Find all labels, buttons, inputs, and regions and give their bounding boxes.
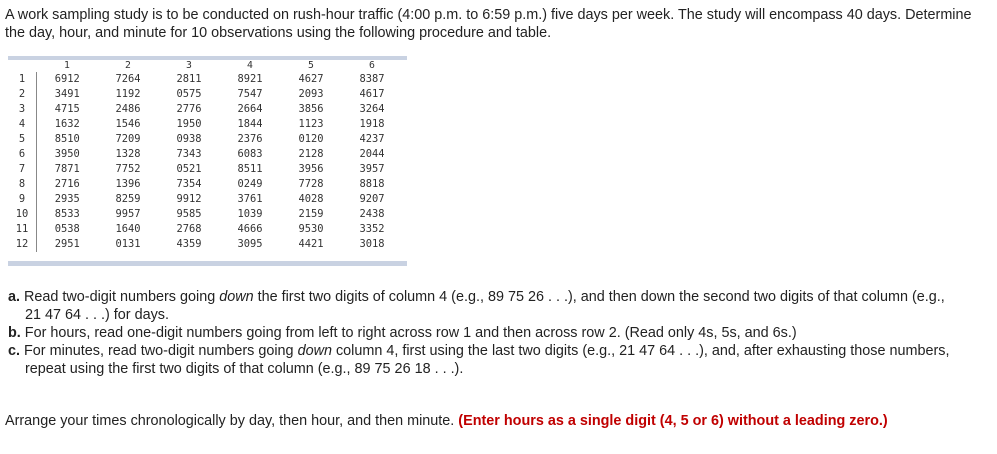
table-row <box>8 177 403 192</box>
question-c: c. For minutes, read two-digit numbers going down column 4, first using the last two digits (e.g., 21 47 64 . . .), and, after exhausting those numbers, repeat using the first two digits of that column (e.g., 89 75 26 18 . . .). <box>8 343 950 377</box>
row-index: 7 <box>8 162 37 177</box>
table-cell: 9207 <box>359 193 385 205</box>
question-label: b. <box>8 325 21 341</box>
table-header-row <box>8 60 403 72</box>
table-cell: 1950 <box>176 118 202 130</box>
table-cell: 4028 <box>298 193 324 205</box>
table-cell: 0249 <box>237 178 263 190</box>
table-cell: 7209 <box>115 133 141 145</box>
table-cell: 2128 <box>298 148 324 160</box>
table-cell: 1546 <box>115 118 141 130</box>
table-cell: 7343 <box>176 148 202 160</box>
table-row <box>8 222 403 237</box>
row-index-header <box>8 60 37 72</box>
row-index: 5 <box>8 132 37 147</box>
table-cell: 8818 <box>359 178 385 190</box>
table-cell: 3761 <box>237 193 263 205</box>
table-cell: 0538 <box>54 223 80 235</box>
row-index: 8 <box>8 177 37 192</box>
table-cell: 4715 <box>54 103 80 115</box>
table-cell: 3264 <box>359 103 385 115</box>
question-a: a. Read two-digit numbers going down the first two digits of column 4 (e.g., 89 75 26 . . .), and then down the second two digits of that column (e.g., 21 47 64 . . .) for days. <box>8 289 945 323</box>
table-cell: 2768 <box>176 223 202 235</box>
table-cell: 8259 <box>115 193 141 205</box>
column-header: 2 <box>125 60 131 71</box>
table-cell: 3018 <box>359 238 385 250</box>
table-cell: 8510 <box>54 133 80 145</box>
table-row <box>8 237 403 252</box>
column-header: 4 <box>247 60 253 71</box>
table-cell: 9912 <box>176 193 202 205</box>
table-cell: 8921 <box>237 73 263 85</box>
table-cell: 3352 <box>359 223 385 235</box>
table-row <box>8 102 403 117</box>
table-cell: 7871 <box>54 163 80 175</box>
table-cell: 4627 <box>298 73 324 85</box>
table-cell: 2486 <box>115 103 141 115</box>
table-cell: 0575 <box>176 88 202 100</box>
table-row <box>8 72 403 87</box>
table-cell: 4421 <box>298 238 324 250</box>
table-row <box>8 117 403 132</box>
row-index: 10 <box>8 207 37 222</box>
table-cell: 2716 <box>54 178 80 190</box>
random-number-table <box>8 56 407 267</box>
table-cell: 0521 <box>176 163 202 175</box>
table-cell: 2935 <box>54 193 80 205</box>
table-cell: 1039 <box>237 208 263 220</box>
table-cell: 1844 <box>237 118 263 130</box>
row-index: 11 <box>8 222 37 237</box>
table-row <box>8 147 403 162</box>
table-cell: 0131 <box>115 238 141 250</box>
table-cell: 8387 <box>359 73 385 85</box>
table-cell: 1632 <box>54 118 80 130</box>
row-index: 12 <box>8 237 37 252</box>
table-cell: 3957 <box>359 163 385 175</box>
table-cell: 2776 <box>176 103 202 115</box>
table-cell: 3491 <box>54 88 80 100</box>
table-cell: 9957 <box>115 208 141 220</box>
table-row <box>8 162 403 177</box>
table-cell: 2093 <box>298 88 324 100</box>
problem-intro: A work sampling study is to be conducted on rush-hour traffic (4:00 p.m. to 6:59 p.m.) five days per week. The study will encompass 40 days. Determine the day, hour, and minute for 10 observations using the following procedure and table. <box>5 7 972 41</box>
question-label: a. <box>8 289 21 305</box>
table-cell: 6083 <box>237 148 263 160</box>
row-index: 4 <box>8 117 37 132</box>
table-cell: 0938 <box>176 133 202 145</box>
column-header: 6 <box>369 60 375 71</box>
table-cell: 4666 <box>237 223 263 235</box>
table-cell: 9585 <box>176 208 202 220</box>
table-cell: 7728 <box>298 178 324 190</box>
table-row <box>8 132 403 147</box>
table-cell: 1192 <box>115 88 141 100</box>
table-cell: 3095 <box>237 238 263 250</box>
table-cell: 4359 <box>176 238 202 250</box>
table-cell: 2159 <box>298 208 324 220</box>
table-cell: 1640 <box>115 223 141 235</box>
table-cell: 1328 <box>115 148 141 160</box>
table-cell: 1396 <box>115 178 141 190</box>
row-index: 1 <box>8 72 37 87</box>
table-cell: 3956 <box>298 163 324 175</box>
table-cell: 7752 <box>115 163 141 175</box>
table-cell: 2664 <box>237 103 263 115</box>
row-index: 9 <box>8 192 37 207</box>
table-row <box>8 207 403 222</box>
question-list <box>8 288 958 378</box>
table-row <box>8 87 403 102</box>
column-header: 3 <box>186 60 192 71</box>
table-cell: 8511 <box>237 163 263 175</box>
table-cell: 2044 <box>359 148 385 160</box>
row-index: 2 <box>8 87 37 102</box>
question-label: c. <box>8 343 21 359</box>
table-cell: 2376 <box>237 133 263 145</box>
row-index: 3 <box>8 102 37 117</box>
table-cell: 4237 <box>359 133 385 145</box>
row-index: 6 <box>8 147 37 162</box>
table-cell: 7354 <box>176 178 202 190</box>
table-cell: 0120 <box>298 133 324 145</box>
table-bottom-bar <box>8 261 407 266</box>
table-cell: 2811 <box>176 73 202 85</box>
table-row <box>8 192 403 207</box>
instruction-emphasis: (Enter hours as a single digit (4, 5 or 6) without a leading zero.) <box>458 413 888 429</box>
table-cell: 1123 <box>298 118 324 130</box>
random-number-grid <box>8 60 403 252</box>
table-cell: 2438 <box>359 208 385 220</box>
table-cell: 8533 <box>54 208 80 220</box>
table-cell: 1918 <box>359 118 385 130</box>
question-b: b. For hours, read one-digit numbers going from left to right across row 1 and then across row 2. (Read only 4s, 5s, and 6s.) <box>8 325 797 341</box>
table-cell: 3856 <box>298 103 324 115</box>
table-cell: 4617 <box>359 88 385 100</box>
table-cell: 3950 <box>54 148 80 160</box>
column-header: 1 <box>64 60 70 71</box>
table-cell: 7264 <box>115 73 141 85</box>
table-cell: 6912 <box>54 73 80 85</box>
instruction-text: Arrange your times chronologically by day, then hour, and then minute. (Enter hours as a single digit (4, 5 or 6) without a leading zero.) <box>5 413 888 429</box>
table-cell: 7547 <box>237 88 263 100</box>
table-cell: 9530 <box>298 223 324 235</box>
table-cell: 2951 <box>54 238 80 250</box>
column-header: 5 <box>308 60 314 71</box>
